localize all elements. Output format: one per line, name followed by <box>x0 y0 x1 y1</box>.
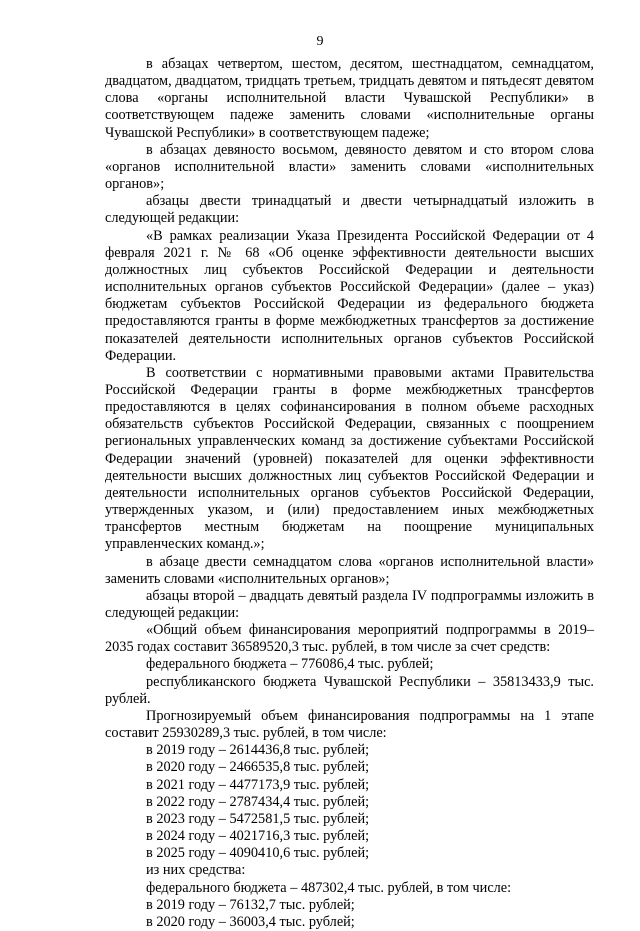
paragraph-republic-budget: республиканского бюджета Чувашской Республики – 35813433,9 тыс. рублей. <box>105 673 594 707</box>
paragraph-amendment-98th: в абзацах девяносто восьмом, девяносто девятом и сто втором слова «органов исполнительной власти» заменить словами «исполнительных органов»; <box>105 141 594 193</box>
federal-total: федерального бюджета – 487302,4 тыс. рублей, в том числе: <box>146 879 512 896</box>
paragraph-amendment-217th: в абзаце двести семнадцатом слова «органов исполнительной власти» заменить словами «исполнительных органов»; <box>105 553 594 587</box>
paragraph-section-iv: абзацы второй – двадцать девятый раздела IV подпрограммы изложить в следующей редакции: <box>105 587 594 621</box>
paragraph-quote-grants: В соответствии с нормативными правовыми актами Правительства Российской Федерации гранты в форме межбюджетных трансфертов предоставляются в целях софинансирования в полном объеме расходных обязательств субъектов Российской Федерации, связанных с поощрением региональных управленческих команд за достижение субъектами Российской Федерации значений (уровней) показателей для оценки эффективности деятельности высших должностных лиц субъектов Российской Федерации и деятельности исполнительных органов субъектов Российской Федерации, утвержденных указом, и (или) предоставлением иных межбюджетных трансфертов местным бюджетам на поощрение муниципальных управленческих команд.»; <box>105 364 594 553</box>
list-item: в 2019 году – 76132,7 тыс. рублей; <box>146 896 355 913</box>
list-item: в 2020 году – 36003,4 тыс. рублей; <box>146 913 355 930</box>
list-item: в 2021 году – 4477173,9 тыс. рублей; <box>146 776 370 793</box>
sources-heading: из них средства: <box>146 862 246 879</box>
list-item: в 2022 году – 2787434,4 тыс. рублей; <box>146 793 370 810</box>
list-item: в 2019 году – 2614436,8 тыс. рублей; <box>146 742 370 759</box>
paragraph-total-funding: «Общий объем финансирования мероприятий подпрограммы в 2019–2035 годах составит 36589520,3 тыс. рублей, в том числе за счет средств: <box>105 622 594 656</box>
list-item: в 2020 году – 2466535,8 тыс. рублей; <box>146 759 370 776</box>
page-number: 9 <box>316 34 324 49</box>
list-item: в 2023 году – 5472581,5 тыс. рублей; <box>146 810 370 827</box>
document-body <box>105 56 594 931</box>
paragraph-amendment-213th: абзацы двести тринадцатый и двести четырнадцатый изложить в следующей редакции: <box>105 193 594 227</box>
paragraph-quote-decree: «В рамках реализации Указа Президента Российской Федерации от 4 февраля 2021 г. № 68 «Об оценке эффективности деятельности высших должностных лиц субъектов Российской Федерации и деятельности исполнительных органов субъектов Российской Федерации» (далее – указ) бюджетам субъектов Российской Федерации из федерального бюджета предоставляются гранты в форме межбюджетных трансфертов за достижение показателей деятельности исполнительных органов субъектов Российской Федерации. <box>105 227 594 364</box>
paragraph-stage-one: Прогнозируемый объем финансирования подпрограммы на 1 этапе составит 25930289,3 тыс. рублей, в том числе: <box>105 707 594 742</box>
paragraph-federal-budget: федерального бюджета – 776086,4 тыс. рублей; <box>146 656 434 673</box>
list-item: в 2024 году – 4021716,3 тыс. рублей; <box>146 828 370 845</box>
list-item: в 2025 году – 4090410,6 тыс. рублей; <box>146 845 370 862</box>
paragraph-amendment-4th: в абзацах четвертом, шестом, десятом, шестнадцатом, семнадцатом, двадцатом, двадцатом, тридцать третьем, тридцать девятом и пятьдесят девятом слова «органы исполнительной власти Чувашской Республики» в соответствующем падеже заменить словами «исполнительные органы Чувашской Республики» в соответствующем падеже; <box>105 56 594 141</box>
